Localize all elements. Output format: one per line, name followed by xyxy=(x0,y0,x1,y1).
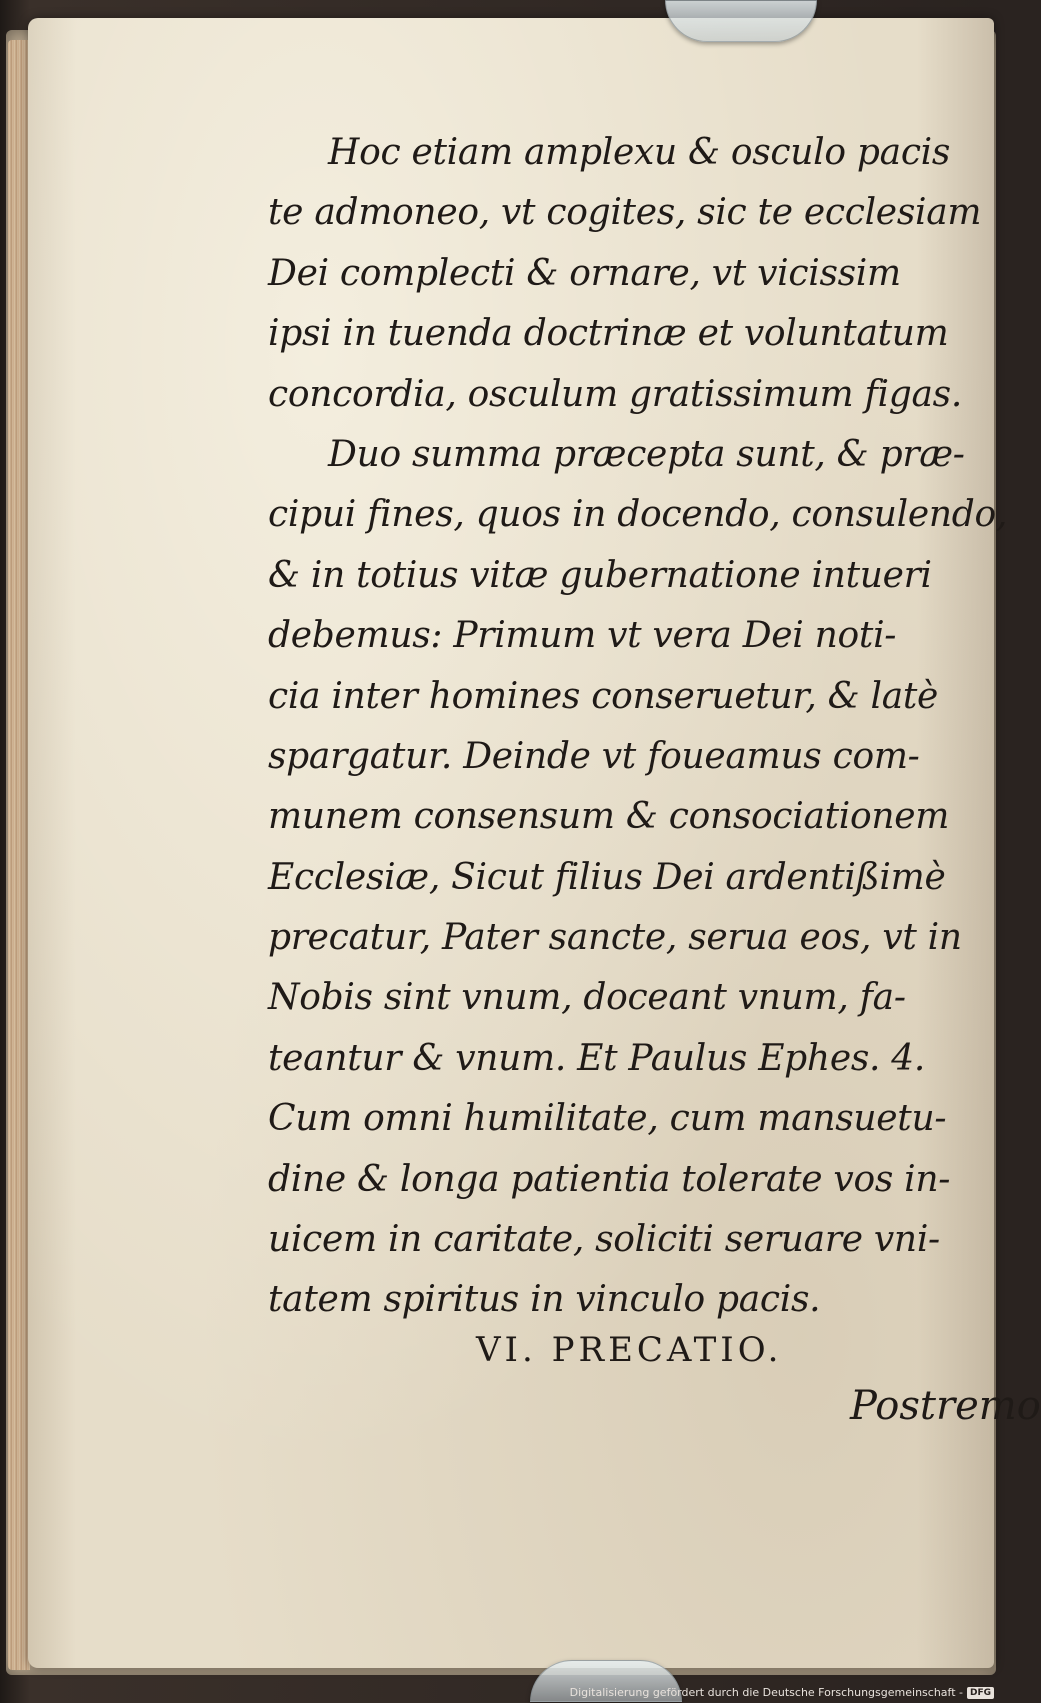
text-line: Nobis sint vnum, doceant vnum, fa- xyxy=(268,977,906,1019)
digitization-credit xyxy=(570,1686,994,1699)
section-heading: VI. PRECATIO. xyxy=(476,1330,783,1370)
text-line: cipui fines, quos in docendo, consulendo, xyxy=(268,494,1008,536)
text-line: spargatur. Deinde vt foueamus com- xyxy=(268,735,920,777)
text-line: te admoneo, vt cogites, sic te ecclesiam xyxy=(268,192,982,234)
text-line: Cum omni humilitate, cum mansuetu- xyxy=(268,1098,947,1140)
body-text xyxy=(268,123,1018,1331)
text-line: uicem in caritate, soliciti seruare vni- xyxy=(268,1219,940,1261)
book-page xyxy=(28,18,1041,1668)
text-line: Duo summa præcepta sunt, & præ- xyxy=(328,433,965,475)
text-line: dine & longa patientia tolerate vos in- xyxy=(268,1158,951,1200)
text-line: teantur & vnum. Et Paulus Ephes. 4. xyxy=(268,1037,926,1079)
text-line: cia inter homines conseruetur, & latè xyxy=(268,675,939,717)
text-line: tatem spiritus in vinculo pacis. xyxy=(268,1279,821,1321)
text-line: & in totius vitæ gubernatione intueri xyxy=(268,554,932,596)
text-line: concordia, osculum gratissimum figas. xyxy=(268,373,962,415)
text-line: Hoc etiam amplexu & osculo pacis xyxy=(328,132,951,173)
dfg-logo: DFG xyxy=(967,1687,994,1699)
text-line: Dei complecti & ornare, vt vicissim xyxy=(268,252,901,294)
text-line: Ecclesiæ, Sicut filius Dei ardentißimè xyxy=(268,856,946,898)
page-edges xyxy=(8,40,30,1670)
catchword: Postremo xyxy=(850,1383,1041,1429)
text-line: debemus: Primum vt vera Dei noti- xyxy=(268,615,897,657)
text-line: munem consensum & consociationem xyxy=(268,796,950,838)
text-line: precatur, Pater sancte, serua eos, vt in xyxy=(268,917,962,959)
credit-text: Digitalisierung gefördert durch die Deutsche Forschungsgemeinschaft - xyxy=(569,1686,963,1699)
text-line: ipsi in tuenda doctrinæ et voluntatum xyxy=(268,313,949,355)
page-clip-top xyxy=(665,0,817,42)
